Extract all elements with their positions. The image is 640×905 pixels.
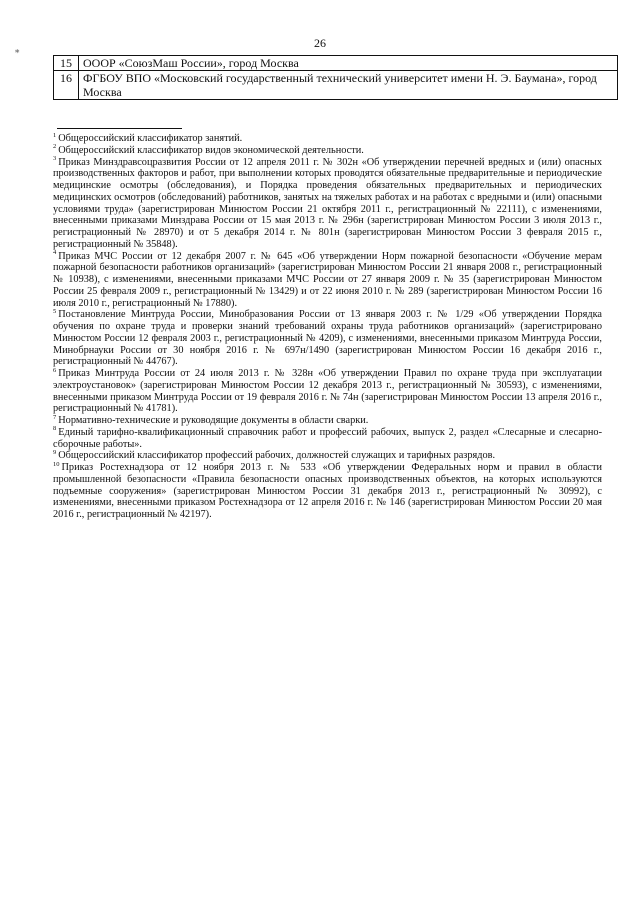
footnote (53, 368, 602, 415)
footnote-text: Приказ Минздравсоцразвития России от 12 апреля 2011 г. № 302н «Об утверждении перечней вредных и (или) опасных производственных факторов и работ, при выполнении которых проводятся обязательные предварительные и периодические медицинские осмотры (обследования), и Порядка проведения обязательных предварительных и периодических медицинских осмотров (обследований) работников, занятых на тяжелых работах и на работах с вредными и (или) опасными условиями труда» (зарегистрирован Минюстом России 21 октября 2011 г., регистрационный № 22111), с изменениями, внесенными приказами Минздрава России от 15 мая 2013 г. № 296н (зарегистрирован Минюстом России 3 июля 2013 г., регистрационный № 28970) и от 5 декабря 2014 г. № 801н (зарегистрирован Минюстом России 3 февраля 2015 г., регистрационный № 35848). (53, 156, 602, 250)
footnote-text: Постановление Минтруда России, Минобразования России от 13 января 2003 г. № 1/29 «Об утверждении Порядка обучения по охране труда и проверки знаний требований охраны труда работников организаций» (зарегистрировано Минюстом России 12 февраля 2003 г., регистрационный № 4209), с изменениями, внесенными приказом Минтруда России, Минобрнауки России от 30 ноября 2016 г. № 697н/1490 (зарегистрирован Минюстом России 16 декабря 2016 г., регистрационный № 44767). (53, 309, 602, 368)
footnote-text: Единый тарифно-квалификационный справочник работ и профессий рабочих, выпуск 2, раздел «Слесарные и слесарно-сборочные работы». (53, 426, 602, 450)
footnote-text: Общероссийский классификатор занятий. (58, 133, 243, 144)
row-number: 15 (54, 56, 79, 71)
footnote-text: Общероссийский классификатор профессий рабочих, должностей служащих и тарифных разрядов. (58, 450, 496, 462)
footnote (53, 415, 602, 427)
footnote (53, 133, 602, 145)
footnote (53, 427, 602, 451)
footnote-number: 7 (53, 413, 57, 421)
footnote-text: Приказ МЧС России от 12 декабря 2007 г. № 645 «Об утверждении Норм пожарной безопасности «Обучение мерам пожарной безопасности работников организаций» (зарегистрирован Минюстом России 21 января 2008 г., регистрационный № 10938), с изменениями, внесенными приказами МЧС России от 27 января 2009 г. № 35 (зарегистрирован Минюстом России 25 февраля 2009 г., регистрационный № 13429) и от 22 июня 2010 г. № 289 (зарегистрирован Минюстом России 16 июля 2010 г., регистрационный № 17880). (53, 250, 602, 309)
footnote-number: 3 (53, 155, 57, 163)
footnote-number: 5 (53, 307, 57, 315)
footnote (53, 309, 602, 368)
footnote (53, 145, 602, 157)
footnote-number: 4 (53, 249, 57, 257)
footnote-number: 8 (53, 425, 57, 433)
footnote-text: Приказ Ростехнадзора от 12 ноября 2013 г. № 533 «Об утверждении Федеральных норм и правил в области промышленной безопасности «Правила безопасности опасных производственных объектов, на которых используются подъемные сооружения» (зарегистрирован Минюстом России 31 декабря 2013 г., регистрационный № 30992), с изменениями, внесенными приказом Ростехнадзора от 12 апреля 2016 г. № 146 (зарегистрирован Минюстом России 20 мая 2016 г., регистрационный № 42197). (53, 462, 602, 520)
page-number: 26 (314, 36, 326, 50)
footnote-number: 6 (53, 366, 57, 374)
footnote (53, 251, 602, 310)
footnote-text: Приказ Минтруда России от 24 июля 2013 г. № 328н «Об утверждении Правил по охране труда при эксплуатации электроустановок» (зарегистрирован Минюстом России 12 декабря 2013 г., регистрационный № 30593), с изменениями, внесенными приказом Минтруда России от 19 февраля 2016 г. № 74н (зарегистрирован Минюстом России 13 апреля 2016 г., регистрационный № 41781). (53, 368, 602, 415)
footnote-number: 9 (53, 448, 57, 456)
footnote-text: Общероссийский классификатор видов экономической деятельности. (58, 144, 364, 156)
footnote-separator (57, 128, 182, 129)
footnote (53, 157, 602, 251)
table-row (54, 56, 618, 71)
footnote-number: 2 (53, 143, 57, 151)
footnotes (53, 133, 602, 521)
footnote-number: 10 (53, 460, 60, 468)
footnote (53, 450, 602, 462)
footnote-number: 1 (53, 131, 57, 139)
organizations-table (53, 55, 618, 100)
row-number: 16 (54, 71, 79, 100)
organization-name: ОООР «СоюзМаш России», город Москва (79, 56, 618, 71)
table-row (54, 71, 618, 100)
footnote-text: Нормативно-технические и руководящие документы в области сварки. (58, 415, 369, 426)
organization-name: ФГБОУ ВПО «Московский государственный технический университет имени Н. Э. Баумана», город Москва (79, 71, 618, 100)
margin-mark: ∗ (14, 46, 21, 56)
footnote (53, 462, 602, 521)
